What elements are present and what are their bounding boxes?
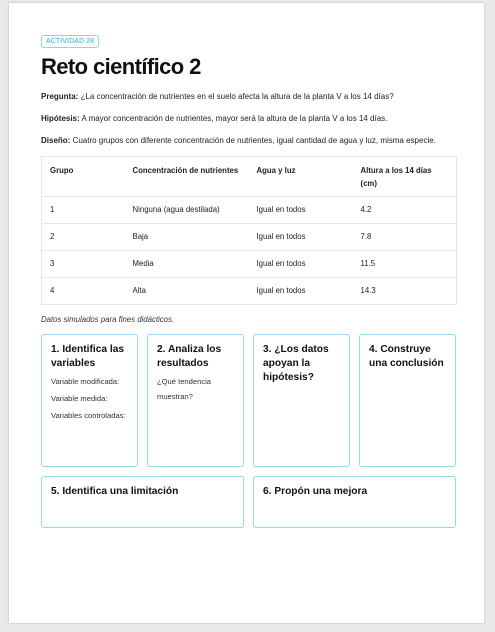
table-cell: Alta	[132, 286, 146, 295]
card-analyze-results[interactable]	[147, 334, 244, 467]
table-cell: Igual en todos	[249, 251, 353, 278]
table-cell: 3	[42, 251, 125, 278]
activity-badge: ACTIVIDAD 28	[41, 35, 99, 48]
bottom-cards-row	[41, 476, 457, 528]
card-title: 3. ¿Los datos apoyan la hipótesis?	[263, 344, 329, 383]
hypothesis-text: A mayor concentración de nutrientes, mayor será la altura de la planta V a los 14 días.	[79, 114, 388, 123]
card-support-hypothesis[interactable]	[253, 334, 350, 467]
column-header-concentracion: Concentración de nutrientes	[125, 157, 249, 197]
table-cell: Igual en todos	[249, 224, 353, 251]
table-header-row	[42, 157, 457, 197]
design-label: Diseño:	[41, 136, 71, 145]
table-row	[42, 278, 457, 305]
results-table	[41, 156, 457, 305]
card-build-conclusion[interactable]	[359, 334, 456, 467]
card-prompt-tendencia: ¿Qué tendencia muestran?	[157, 377, 212, 401]
card-identify-variables[interactable]	[41, 334, 138, 467]
simulated-data-note: Datos simulados para fines didácticos.	[41, 315, 175, 324]
column-header-grupo: Grupo	[42, 157, 125, 197]
table-cell: 1	[42, 197, 125, 224]
table-cell: 4	[50, 286, 55, 295]
question-paragraph	[41, 90, 457, 103]
card-title: 1. Identifica las variables	[51, 344, 125, 369]
table-row	[42, 251, 457, 278]
hypothesis-paragraph	[41, 112, 457, 125]
card-prompt-variable-medida: Variable medida:	[51, 394, 108, 403]
design-text: Cuatro grupos con diferente concentración de nutrientes, igual cantidad de agua y luz, misma especie.	[70, 136, 436, 145]
table-cell: 2	[42, 224, 125, 251]
table-cell: Igual en todos	[249, 197, 353, 224]
question-label: Pregunta:	[41, 92, 79, 101]
hypothesis-label: Hipótesis:	[41, 114, 80, 123]
card-prompt-variable-modificada: Variable modificada:	[51, 377, 120, 386]
table-cell: 11.5	[353, 251, 457, 278]
card-identify-limitation[interactable]	[41, 476, 244, 528]
worksheet-content	[41, 30, 457, 528]
worksheet-page	[9, 3, 484, 623]
table-cell: Igual en todos	[256, 286, 306, 295]
card-title: 6. Propón una mejora	[263, 486, 368, 497]
table-cell: 14.3	[360, 286, 376, 295]
card-title: 5. Identifica una limitación	[51, 486, 179, 497]
card-title: 4. Construye una conclusión	[369, 344, 444, 369]
table-cell: Baja	[125, 224, 249, 251]
table-cell: 7.8	[353, 224, 457, 251]
column-header-agua-luz: Agua y luz	[249, 157, 353, 197]
table-row	[42, 224, 457, 251]
page-title: Reto científico 2	[41, 54, 201, 79]
table-cell: 4.2	[353, 197, 457, 224]
task-cards-row	[41, 334, 457, 467]
card-prompt-variables-controladas: Variables controladas:	[51, 411, 126, 420]
question-text: ¿La concentración de nutrientes en el suelo afecta la altura de la planta V a los 14 días?	[78, 92, 394, 101]
table-cell: Media	[125, 251, 249, 278]
column-header-altura: Altura a los 14 días (cm)	[353, 157, 457, 197]
table-cell: Ninguna (agua destilada)	[125, 197, 249, 224]
card-title: 2. Analiza los resultados	[157, 344, 222, 369]
design-paragraph	[41, 134, 457, 147]
card-propose-improvement[interactable]	[253, 476, 456, 528]
table-row	[42, 197, 457, 224]
